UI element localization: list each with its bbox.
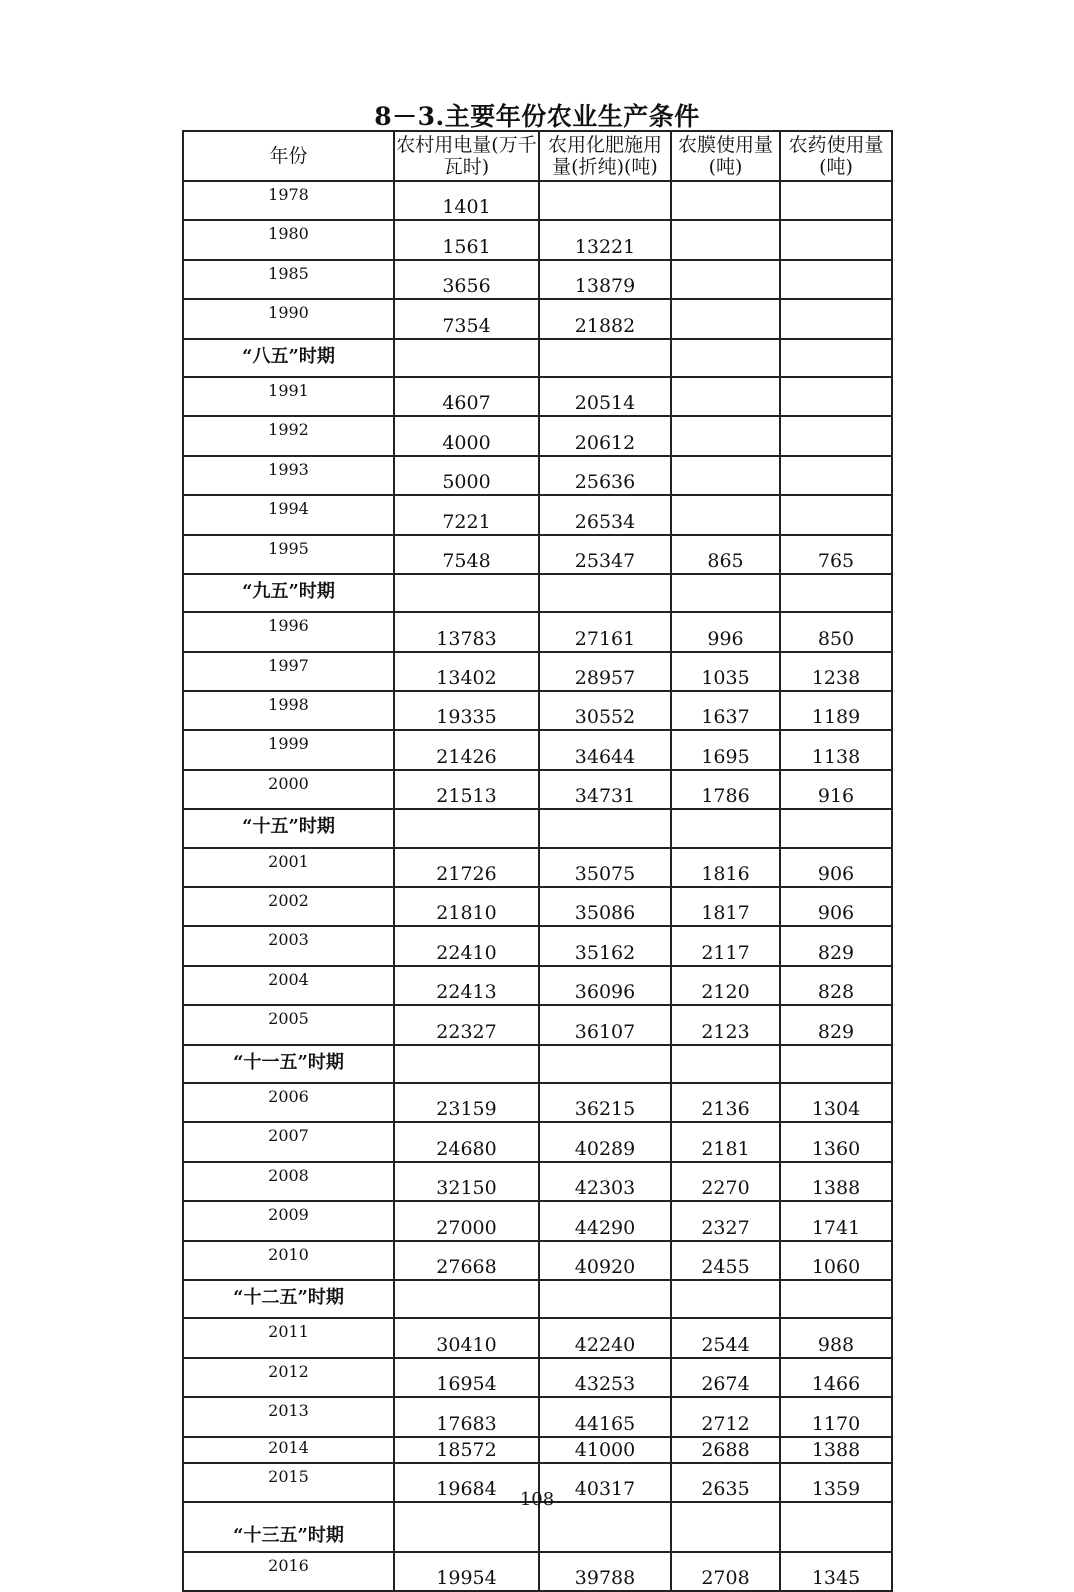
film-cell: 2712: [671, 1397, 780, 1436]
electricity-cell: [394, 809, 539, 847]
year-cell: 2009: [183, 1201, 394, 1240]
table-row: [183, 377, 892, 416]
table-row: [183, 535, 892, 574]
pesticide-cell: 988: [780, 1318, 892, 1357]
table-row: [183, 220, 892, 259]
film-cell: 1786: [671, 770, 780, 809]
electricity-cell: 21810: [394, 887, 539, 926]
fertilizer-cell: 35075: [539, 848, 671, 887]
year-cell: 2008: [183, 1162, 394, 1201]
electricity-cell: 27000: [394, 1201, 539, 1240]
year-cell: 2004: [183, 966, 394, 1005]
electricity-cell: 3656: [394, 260, 539, 299]
fertilizer-cell: [539, 574, 671, 612]
fertilizer-cell: 42240: [539, 1318, 671, 1357]
fertilizer-cell: 25636: [539, 456, 671, 495]
electricity-cell: 21513: [394, 770, 539, 809]
year-cell: 2000: [183, 770, 394, 809]
pesticide-cell: [780, 809, 892, 847]
year-cell: 1993: [183, 456, 394, 495]
fertilizer-cell: 27161: [539, 612, 671, 651]
film-cell: 2136: [671, 1083, 780, 1122]
electricity-cell: 32150: [394, 1162, 539, 1201]
fertilizer-cell: [539, 1045, 671, 1083]
pesticide-cell: 829: [780, 926, 892, 965]
fertilizer-cell: 40289: [539, 1122, 671, 1161]
film-cell: [671, 416, 780, 455]
table-header-row: [183, 131, 892, 181]
fertilizer-cell: 43253: [539, 1358, 671, 1397]
electricity-cell: 21726: [394, 848, 539, 887]
header-rural-electricity: 农村用电量(万千瓦时): [394, 131, 539, 181]
period-label: “十五”时期: [183, 809, 394, 847]
fertilizer-cell: 20514: [539, 377, 671, 416]
table-row: [183, 887, 892, 926]
year-cell: 1992: [183, 416, 394, 455]
year-cell: 2016: [183, 1552, 394, 1591]
period-label: “十三五”时期: [183, 1502, 394, 1552]
page-number: 108: [519, 1489, 555, 1510]
electricity-cell: 30410: [394, 1318, 539, 1357]
electricity-cell: 21426: [394, 730, 539, 769]
pesticide-cell: 916: [780, 770, 892, 809]
table-row: [183, 299, 892, 338]
film-cell: [671, 495, 780, 534]
pesticide-cell: 1238: [780, 652, 892, 691]
film-cell: 2181: [671, 1122, 780, 1161]
film-cell: [671, 1280, 780, 1318]
pesticide-cell: [780, 1280, 892, 1318]
film-cell: 2117: [671, 926, 780, 965]
electricity-cell: 13783: [394, 612, 539, 651]
electricity-cell: 4607: [394, 377, 539, 416]
year-cell: 1994: [183, 495, 394, 534]
electricity-cell: 7548: [394, 535, 539, 574]
pesticide-cell: 1388: [780, 1162, 892, 1201]
pesticide-cell: 1345: [780, 1552, 892, 1591]
table-row: [183, 1318, 892, 1357]
table-row: [183, 495, 892, 534]
table-row: [183, 926, 892, 965]
pesticide-cell: [780, 260, 892, 299]
electricity-cell: 19335: [394, 691, 539, 730]
electricity-cell: 5000: [394, 456, 539, 495]
film-cell: 1816: [671, 848, 780, 887]
fertilizer-cell: 35086: [539, 887, 671, 926]
fertilizer-cell: 40920: [539, 1241, 671, 1280]
table-row: [183, 181, 892, 220]
fertilizer-cell: 36107: [539, 1005, 671, 1044]
electricity-cell: 7354: [394, 299, 539, 338]
table-row: [183, 1162, 892, 1201]
pesticide-cell: 1359: [780, 1463, 892, 1502]
electricity-cell: 13402: [394, 652, 539, 691]
electricity-cell: 22327: [394, 1005, 539, 1044]
year-cell: 2012: [183, 1358, 394, 1397]
electricity-cell: 19954: [394, 1552, 539, 1591]
table-row: [183, 456, 892, 495]
header-pesticide: 农药使用量(吨): [780, 131, 892, 181]
electricity-cell: 16954: [394, 1358, 539, 1397]
electricity-cell: 24680: [394, 1122, 539, 1161]
year-cell: 1997: [183, 652, 394, 691]
film-cell: 2270: [671, 1162, 780, 1201]
pesticide-cell: 765: [780, 535, 892, 574]
table-row: [183, 416, 892, 455]
film-cell: [671, 260, 780, 299]
pesticide-cell: 1304: [780, 1083, 892, 1122]
film-cell: 2688: [671, 1437, 780, 1463]
fertilizer-cell: 35162: [539, 926, 671, 965]
year-cell: 1999: [183, 730, 394, 769]
pesticide-cell: 1189: [780, 691, 892, 730]
pesticide-cell: 1060: [780, 1241, 892, 1280]
fertilizer-cell: 13879: [539, 260, 671, 299]
electricity-cell: 1401: [394, 181, 539, 220]
year-cell: 1980: [183, 220, 394, 259]
year-cell: 2011: [183, 1318, 394, 1357]
pesticide-cell: [780, 495, 892, 534]
year-cell: 2006: [183, 1083, 394, 1122]
table-row: [183, 260, 892, 299]
table-row: [183, 848, 892, 887]
fertilizer-cell: 25347: [539, 535, 671, 574]
pesticide-cell: [780, 339, 892, 377]
fertilizer-cell: 20612: [539, 416, 671, 455]
year-cell: 2010: [183, 1241, 394, 1280]
film-cell: 865: [671, 535, 780, 574]
film-cell: [671, 377, 780, 416]
film-cell: 2327: [671, 1201, 780, 1240]
fertilizer-cell: 36215: [539, 1083, 671, 1122]
period-label: “八五”时期: [183, 339, 394, 377]
table-row: [183, 1552, 892, 1591]
fertilizer-cell: 40317: [539, 1463, 671, 1502]
page-title: 8－3.主要年份农业生产条件: [374, 102, 700, 131]
agri-conditions-table: [182, 130, 893, 1592]
period-row: [183, 574, 892, 612]
year-cell: 1978: [183, 181, 394, 220]
table-row: [183, 612, 892, 651]
electricity-cell: 23159: [394, 1083, 539, 1122]
fertilizer-cell: 41000: [539, 1437, 671, 1463]
film-cell: [671, 809, 780, 847]
electricity-cell: [394, 1280, 539, 1318]
header-year: 年份: [183, 131, 394, 181]
pesticide-cell: 1741: [780, 1201, 892, 1240]
fertilizer-cell: 34644: [539, 730, 671, 769]
film-cell: 2674: [671, 1358, 780, 1397]
film-cell: 1817: [671, 887, 780, 926]
film-cell: 2544: [671, 1318, 780, 1357]
pesticide-cell: 829: [780, 1005, 892, 1044]
year-cell: 2014: [183, 1437, 394, 1463]
period-row: [183, 1045, 892, 1083]
film-cell: [671, 220, 780, 259]
pesticide-cell: 1388: [780, 1437, 892, 1463]
table-row: [183, 1122, 892, 1161]
table-row: [183, 1241, 892, 1280]
year-cell: 2003: [183, 926, 394, 965]
year-cell: 1991: [183, 377, 394, 416]
table-row: [183, 1005, 892, 1044]
pesticide-cell: [780, 574, 892, 612]
pesticide-cell: [780, 220, 892, 259]
period-row: [183, 1280, 892, 1318]
fertilizer-cell: [539, 339, 671, 377]
pesticide-cell: 906: [780, 848, 892, 887]
fertilizer-cell: [539, 809, 671, 847]
film-cell: 2635: [671, 1463, 780, 1502]
pesticide-cell: 1466: [780, 1358, 892, 1397]
table-row: [183, 1437, 892, 1463]
pesticide-cell: 1138: [780, 730, 892, 769]
fertilizer-cell: 13221: [539, 220, 671, 259]
header-fertilizer: 农用化肥施用量(折纯)(吨): [539, 131, 671, 181]
fertilizer-cell: [539, 1280, 671, 1318]
film-cell: 2455: [671, 1241, 780, 1280]
fertilizer-cell: [539, 181, 671, 220]
pesticide-cell: 850: [780, 612, 892, 651]
table-row: [183, 1083, 892, 1122]
film-cell: [671, 299, 780, 338]
film-cell: 1637: [671, 691, 780, 730]
electricity-cell: 17683: [394, 1397, 539, 1436]
table-row: [183, 691, 892, 730]
year-cell: 2005: [183, 1005, 394, 1044]
electricity-cell: [394, 339, 539, 377]
fertilizer-cell: 26534: [539, 495, 671, 534]
period-label: “十二五”时期: [183, 1280, 394, 1318]
year-cell: 1985: [183, 260, 394, 299]
header-plastic-film: 农膜使用量(吨): [671, 131, 780, 181]
pesticide-cell: [780, 299, 892, 338]
period-label: “十一五”时期: [183, 1045, 394, 1083]
pesticide-cell: [780, 456, 892, 495]
table-row: [183, 966, 892, 1005]
year-cell: 2015: [183, 1463, 394, 1502]
year-cell: 2002: [183, 887, 394, 926]
table-row: [183, 1358, 892, 1397]
film-cell: 1695: [671, 730, 780, 769]
fertilizer-cell: 28957: [539, 652, 671, 691]
electricity-cell: 19684: [394, 1463, 539, 1502]
table-row: [183, 1397, 892, 1436]
electricity-cell: [394, 574, 539, 612]
pesticide-cell: [780, 377, 892, 416]
year-cell: 1990: [183, 299, 394, 338]
pesticide-cell: 828: [780, 966, 892, 1005]
year-cell: 2013: [183, 1397, 394, 1436]
fertilizer-cell: 39788: [539, 1552, 671, 1591]
pesticide-cell: 1360: [780, 1122, 892, 1161]
electricity-cell: 4000: [394, 416, 539, 455]
period-label: “九五”时期: [183, 574, 394, 612]
electricity-cell: 18572: [394, 1437, 539, 1463]
fertilizer-cell: 30552: [539, 691, 671, 730]
film-cell: 2123: [671, 1005, 780, 1044]
film-cell: [671, 1045, 780, 1083]
period-row: [183, 809, 892, 847]
fertilizer-cell: 44290: [539, 1201, 671, 1240]
pesticide-cell: [780, 181, 892, 220]
film-cell: [671, 339, 780, 377]
fertilizer-cell: 36096: [539, 966, 671, 1005]
film-cell: [671, 574, 780, 612]
year-cell: 1996: [183, 612, 394, 651]
period-row: [183, 339, 892, 377]
electricity-cell: 22410: [394, 926, 539, 965]
table-row: [183, 1201, 892, 1240]
electricity-cell: [394, 1045, 539, 1083]
electricity-cell: 27668: [394, 1241, 539, 1280]
film-cell: 2708: [671, 1552, 780, 1591]
pesticide-cell: [780, 1045, 892, 1083]
fertilizer-cell: 34731: [539, 770, 671, 809]
film-cell: [671, 181, 780, 220]
year-cell: 1998: [183, 691, 394, 730]
fertilizer-cell: 21882: [539, 299, 671, 338]
electricity-cell: 7221: [394, 495, 539, 534]
year-cell: 2001: [183, 848, 394, 887]
electricity-cell: 22413: [394, 966, 539, 1005]
pesticide-cell: 1170: [780, 1397, 892, 1436]
table-row: [183, 652, 892, 691]
film-cell: 1035: [671, 652, 780, 691]
fertilizer-cell: 44165: [539, 1397, 671, 1436]
fertilizer-cell: 42303: [539, 1162, 671, 1201]
table-row: [183, 730, 892, 769]
film-cell: 996: [671, 612, 780, 651]
film-cell: 2120: [671, 966, 780, 1005]
year-cell: 1995: [183, 535, 394, 574]
pesticide-cell: [780, 416, 892, 455]
pesticide-cell: 906: [780, 887, 892, 926]
table-row: [183, 770, 892, 809]
electricity-cell: 1561: [394, 220, 539, 259]
film-cell: [671, 456, 780, 495]
year-cell: 2007: [183, 1122, 394, 1161]
